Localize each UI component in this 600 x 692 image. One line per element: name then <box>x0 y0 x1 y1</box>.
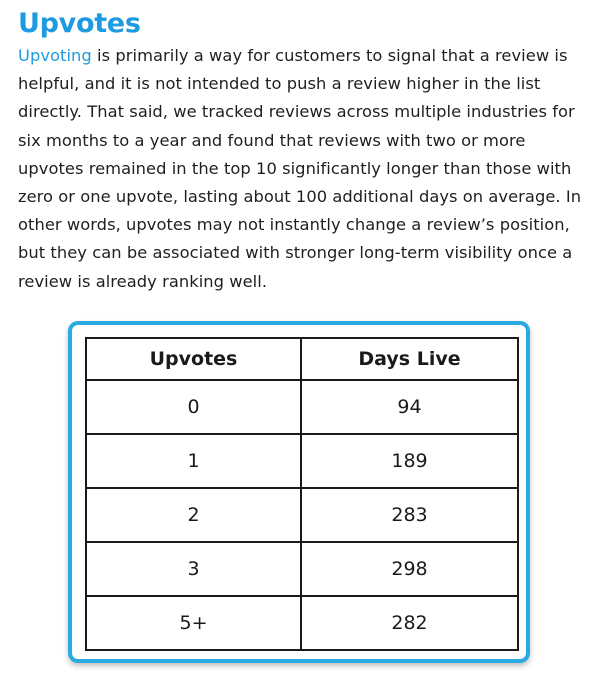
cell-upvotes: 2 <box>86 488 301 542</box>
cell-upvotes: 0 <box>86 380 301 434</box>
cell-days-live: 189 <box>301 434 518 488</box>
header-upvotes: Upvotes <box>86 338 301 380</box>
cell-upvotes: 5+ <box>86 596 301 650</box>
cell-days-live: 282 <box>301 596 518 650</box>
body-paragraph <box>18 42 594 296</box>
table-row <box>86 488 518 542</box>
table-row <box>86 434 518 488</box>
table-card <box>68 321 530 663</box>
table-header-row <box>86 338 518 380</box>
cell-upvotes: 1 <box>86 434 301 488</box>
cell-days-live: 94 <box>301 380 518 434</box>
table-row <box>86 542 518 596</box>
upvotes-table <box>85 337 519 651</box>
paragraph-text: is primarily a way for customers to signal that a review is helpful, and it is not intended to push a review higher in the list directly. That said, we tracked reviews across multiple industries for six months to a year and found that reviews with two or more upvotes remained in the top 10 significantly longer than those with zero or one upvote, lasting about 100 additional days on average. In other words, upvotes may not instantly change a review’s position, but they can be associated with stronger long-term visibility once a review is already ranking well. <box>18 46 582 291</box>
table-row <box>86 380 518 434</box>
table-row <box>86 596 518 650</box>
header-days-live: Days Live <box>301 338 518 380</box>
upvoting-link[interactable]: Upvoting <box>18 46 92 65</box>
cell-upvotes: 3 <box>86 542 301 596</box>
cell-days-live: 283 <box>301 488 518 542</box>
cell-days-live: 298 <box>301 542 518 596</box>
section-heading: Upvotes <box>18 8 141 39</box>
